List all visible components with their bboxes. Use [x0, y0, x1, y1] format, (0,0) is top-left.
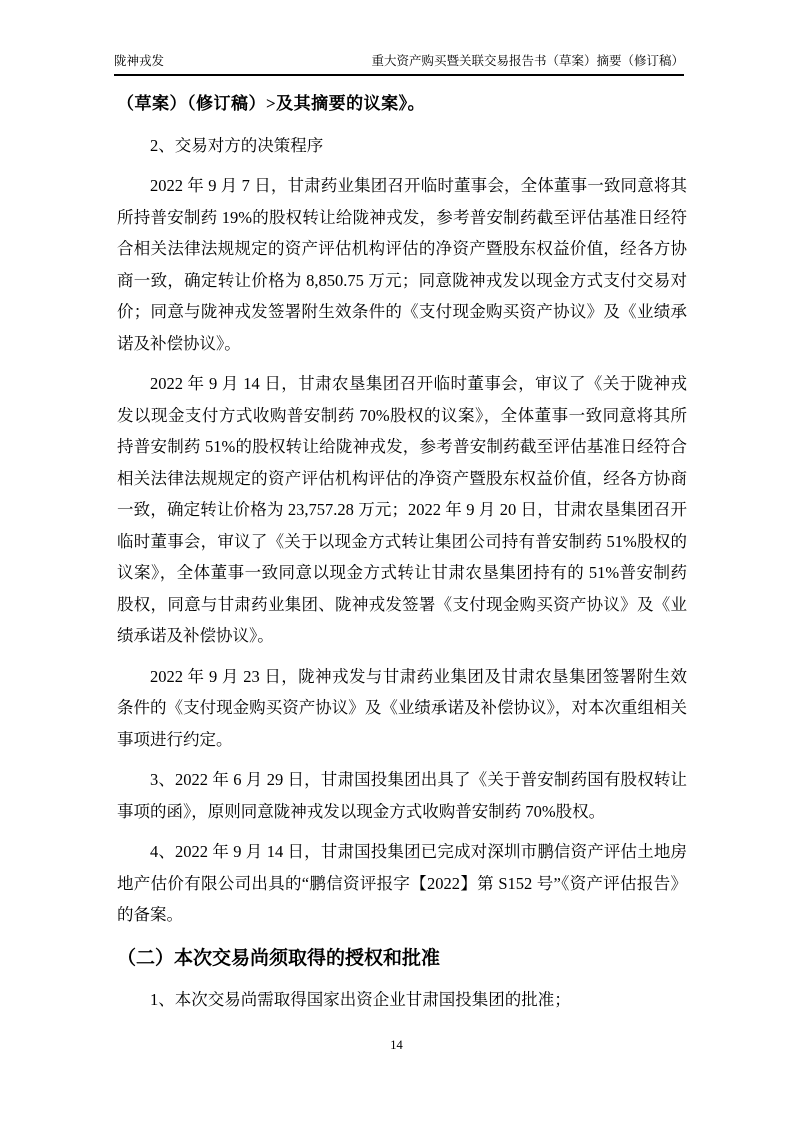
page-header [114, 53, 684, 76]
list-item-3-approval-letter: 3、2022 年 6 月 29 日，甘肃国投集团出具了《关于普安制药国有股权转让事项的函》，原则同意陇神戎发以现金方式收购普安制药 70%股权。 [117, 770, 687, 821]
header-left-title: 陇神戎发 [114, 54, 165, 68]
section-heading-authorizations: （二）本次交易尚须取得的授权和批准 [117, 947, 441, 969]
list-item-4-appraisal-filing: 4、2022 年 9 月 14 日，甘肃国投集团已完成对深圳市鹏信资产评估土地房地产估价有限公司出具的“鹏信资评报字【2022】第 S152 号”《资产评估报告》的备案。 [117, 842, 687, 924]
list-item-decision-procedure: 2、交易对方的决策程序 [150, 135, 324, 155]
page-footer [0, 1037, 793, 1053]
document-body [117, 88, 687, 1024]
paragraph-continuation: （草案）（修订稿）>及其摘要的议案》。 [117, 94, 426, 113]
page-number: 14 [390, 1038, 403, 1052]
paragraph-sep7-resolution: 2022 年 9 月 7 日，甘肃药业集团召开临时董事会，全体董事一致同意将其所持普安制药 19%的股权转让给陇神戎发，参考普安制药截至评估基准日经符合相关法律法规规定的资产评估机构评估的净资产暨股东权益价值，经各方协商一致，确定转让价格为 8,850.75 万元；同意陇神戎发以现金方式支付交易对价；同意与陇神戎发签署附生效条件的《支付现金购买资产协议》及《业绩承诺及补偿协议》。 [117, 176, 687, 353]
list-item-1-approval-required: 1、本次交易尚需取得国家出资企业甘肃国投集团的批准； [150, 989, 571, 1009]
header-right-title: 重大资产购买暨关联交易报告书（草案）摘要（修订稿） [371, 54, 684, 68]
paragraph-sep23-agreements: 2022 年 9 月 23 日，陇神戎发与甘肃药业集团及甘肃农垦集团签署附生效条件的《支付现金购买资产协议》及《业绩承诺及补偿协议》，对本次重组相关事项进行约定。 [117, 666, 687, 749]
paragraph-sep14-resolution: 2022 年 9 月 14 日，甘肃农垦集团召开临时董事会，审议了《关于陇神戎发以现金支付方式收购普安制药 70%股权的议案》，全体董事一致同意将其所持普安制药 51%的股权转让给陇神戎发，参考普安制药截至评估基准日经符合相关法律法规规定的资产评估机构评估的净资产暨股东权益价值，经各方协商一致，确定转让价格为 23,757.28 万元；2022 年 9 月 20 日，甘肃农垦集团召开临时董事会，审议了《关于以现金方式转让集团公司持有普安制药 51%股权的议案》，全体董事一致同意以现金方式转让甘肃农垦集团持有的 51%普安制药股权，同意与甘肃药业集团、陇神戎发签署《支付现金购买资产协议》及《业绩承诺及补偿协议》。 [117, 374, 687, 645]
